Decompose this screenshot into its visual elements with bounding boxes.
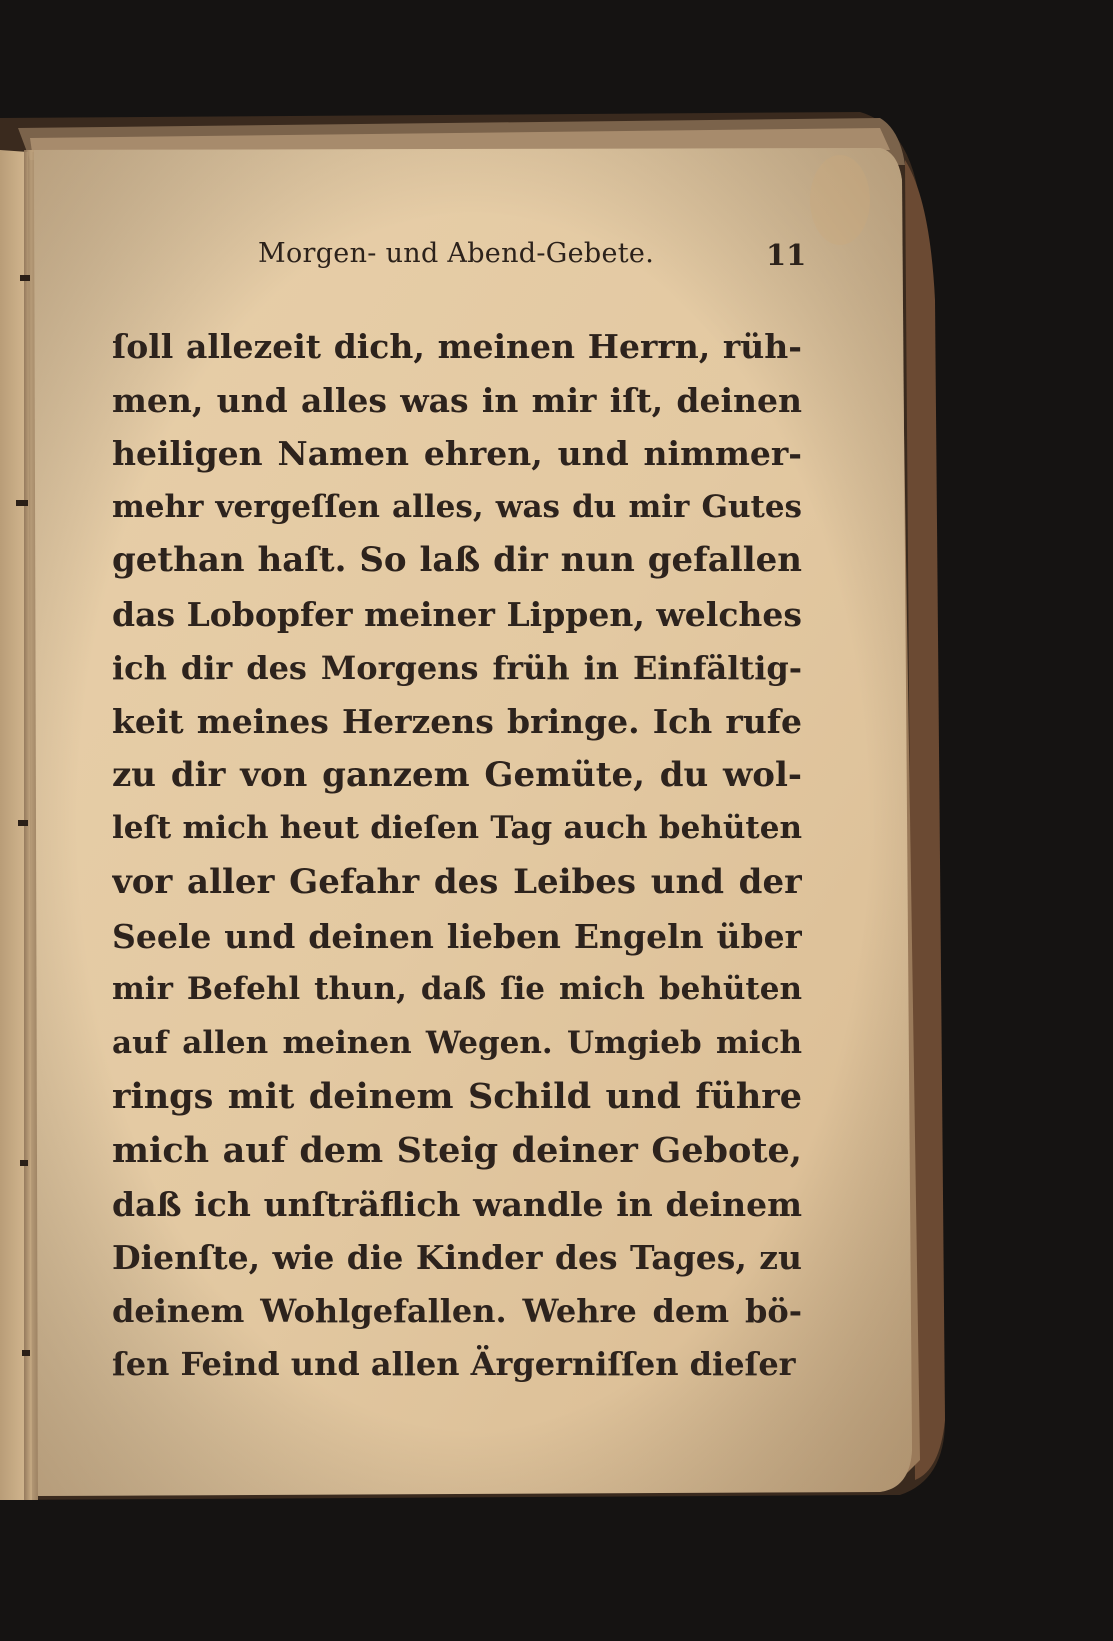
text-line: Seele und deinen lieben Engeln über [112, 916, 802, 956]
text-line: ich dir des Morgens früh in Einfältig- [112, 648, 802, 687]
text-line: heiligen Namen ehren, und nimmer- [112, 434, 802, 474]
text-line: Dienſte, wie die Kinder des Tages, zu [112, 1238, 802, 1278]
text-line: mehr vergeſſen alles, was du mir Gutes [112, 488, 802, 525]
text-line: ſoll allezeit dich, meinen Herrn, rüh- [112, 327, 802, 366]
text-line: zu dir von ganzem Gemüte, du wol- [112, 754, 802, 795]
text-line: auf allen meinen Wegen. Umgieb mich [112, 1024, 802, 1061]
text-line: gethan haſt. So laß dir nun gefallen [112, 540, 802, 581]
body-text [112, 320, 802, 1392]
text-line: mir Befehl thun, daß ſie mich behüten [112, 971, 802, 1008]
text-line: mich auf dem Steig deiner Gebote, [112, 1129, 802, 1171]
text-line: deinem Wohlgefallen. Wehre dem bö- [112, 1291, 802, 1330]
text-line: ſen Feind und allen Ärgerniſſen dieſer [112, 1345, 796, 1384]
text-line: vor aller Gefahr des Leibes und der [112, 861, 802, 902]
text-line: leſt mich heut dieſen Tag auch behüten [112, 810, 802, 847]
text-line: keit meines Herzens bringe. Ich rufe [112, 702, 802, 742]
text-line: rings mit deinem Schild und führe [112, 1076, 802, 1118]
text-line: daß ich unſträflich wandle in deinem [112, 1184, 802, 1224]
text-line: das Lobopfer meiner Lippen, welches [112, 594, 802, 634]
paper-stain [810, 155, 870, 245]
page-number: 11 [766, 238, 807, 272]
text-line: men, und alles was in mir iſt, deinen [112, 380, 802, 420]
running-header: Morgen- und Abend-Gebete. [258, 238, 655, 269]
